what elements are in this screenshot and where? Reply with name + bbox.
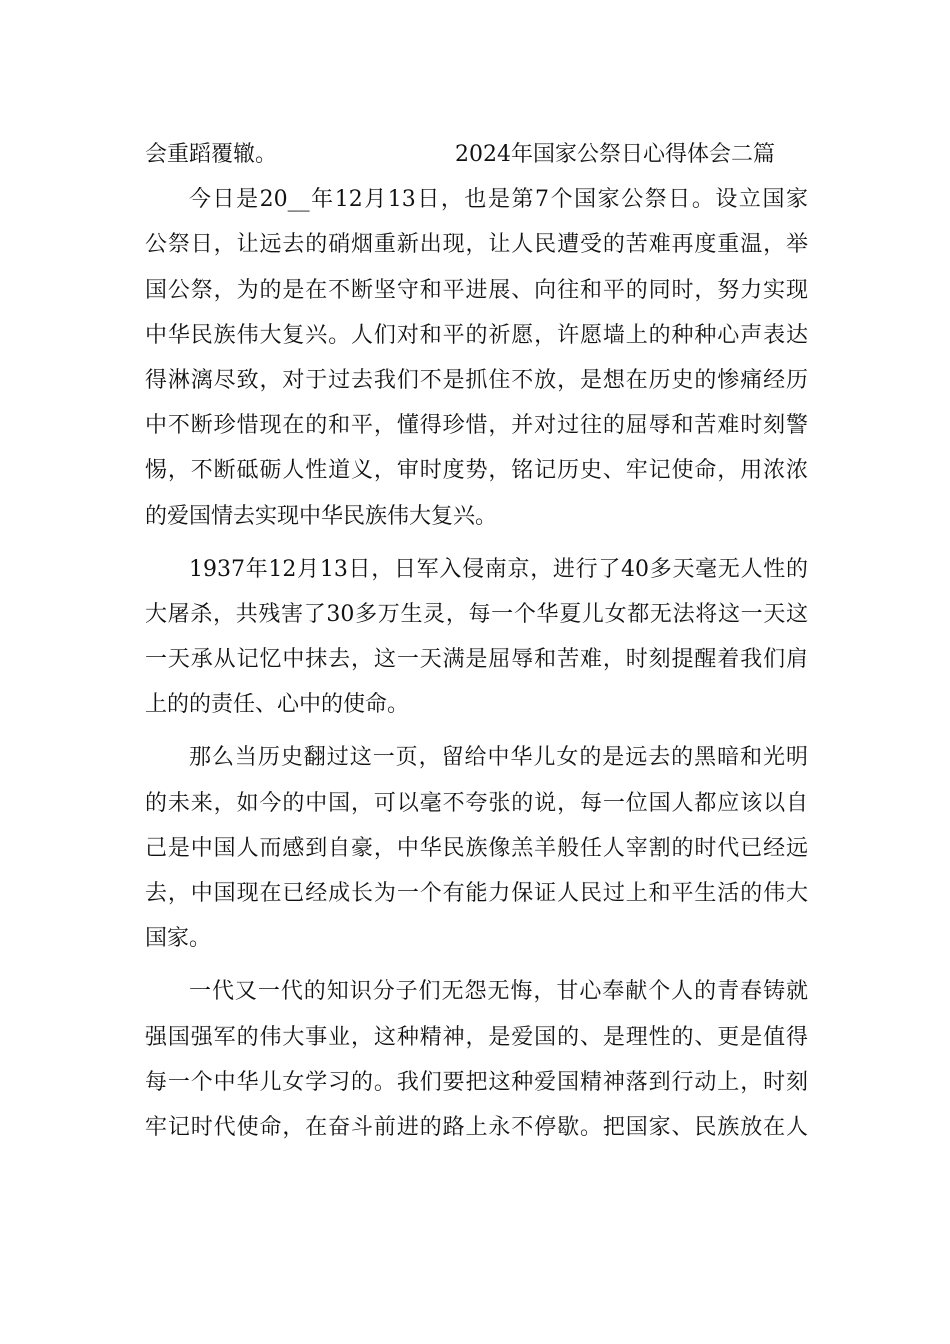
document-body: [145, 132, 808, 1150]
paragraph-line: 己是中国人而感到自豪，中华民族像羔羊般任人宰割的时代已经远: [145, 835, 808, 861]
paragraph-line: 一天承从记忆中抹去，这一天满是屈辱和苦难，时刻提醒着我们肩: [145, 647, 808, 673]
paragraph-line: 的爱国情去实现中华民族伟大复兴。: [145, 503, 498, 529]
paragraph-line: 去，中国现在已经成长为一个有能力保证人民过上和平生活的伟大: [145, 881, 808, 906]
paragraph-line: 国公祭，为的是在不断坚守和平进展、向往和平的同时，努力实现: [145, 277, 808, 303]
opening-line: [145, 132, 808, 177]
paragraph-line: 得淋漓尽致，对于过去我们不是抓住不放，是想在历史的惨痛经历: [145, 367, 808, 393]
paragraph-line: 强国强军的伟大事业，这种精神，是爱国的、是理性的、更是值得: [145, 1024, 808, 1050]
paragraph-line: 惕，不断砥砺人性道义，审时度势，铭记历史、牢记使命，用浓浓: [145, 458, 808, 484]
paragraph-2: [145, 547, 808, 728]
paragraph-line: 公祭日，让远去的硝烟重新出现，让人民遭受的苦难再度重温，举: [145, 232, 808, 258]
paragraph-line: 每一个中华儿女学习的。我们要把这种爱国精神落到行动上，时刻: [145, 1069, 808, 1095]
paragraph-line: 牢记时代使命，在奋斗前进的路上永不停歇。把国家、民族放在人: [145, 1114, 808, 1140]
paragraph-line: 1937年12月13日，日军入侵南京，进行了40多天毫无人性的: [189, 556, 808, 582]
paragraph-line: 中不断珍惜现在的和平，懂得珍惜，并对过往的屈辱和苦难时刻警: [145, 413, 808, 439]
paragraph-line: 一代又一代的知识分子们无怨无悔，甘心奉献个人的青春铸就: [189, 979, 808, 1005]
previous-paragraph-tail: 会重蹈覆辙。: [145, 142, 278, 167]
section-heading: 2024年国家公祭日心得体会二篇: [455, 142, 776, 167]
paragraph-1: [145, 177, 808, 539]
paragraph-line: 大屠杀，共残害了30多万生灵，每一个华夏儿女都无法将这一天这: [145, 601, 808, 627]
paragraph-3: [145, 735, 808, 961]
paragraph-line: 上的的责任、心中的使命。: [145, 692, 410, 718]
paragraph-4: [145, 969, 808, 1150]
paragraph-line: 的未来，如今的中国，可以毫不夸张的说，每一位国人都应该以自: [145, 790, 808, 816]
paragraph-line: 国家。: [145, 926, 212, 952]
paragraph-line: 今日是20__年12月13日，也是第7个国家公祭日。设立国家: [189, 187, 808, 213]
paragraph-line: 中华民族伟大复兴。人们对和平的祈愿，许愿墙上的种种心声表达: [145, 322, 808, 348]
paragraph-line: 那么当历史翻过这一页，留给中华儿女的是远去的黑暗和光明: [189, 745, 808, 771]
